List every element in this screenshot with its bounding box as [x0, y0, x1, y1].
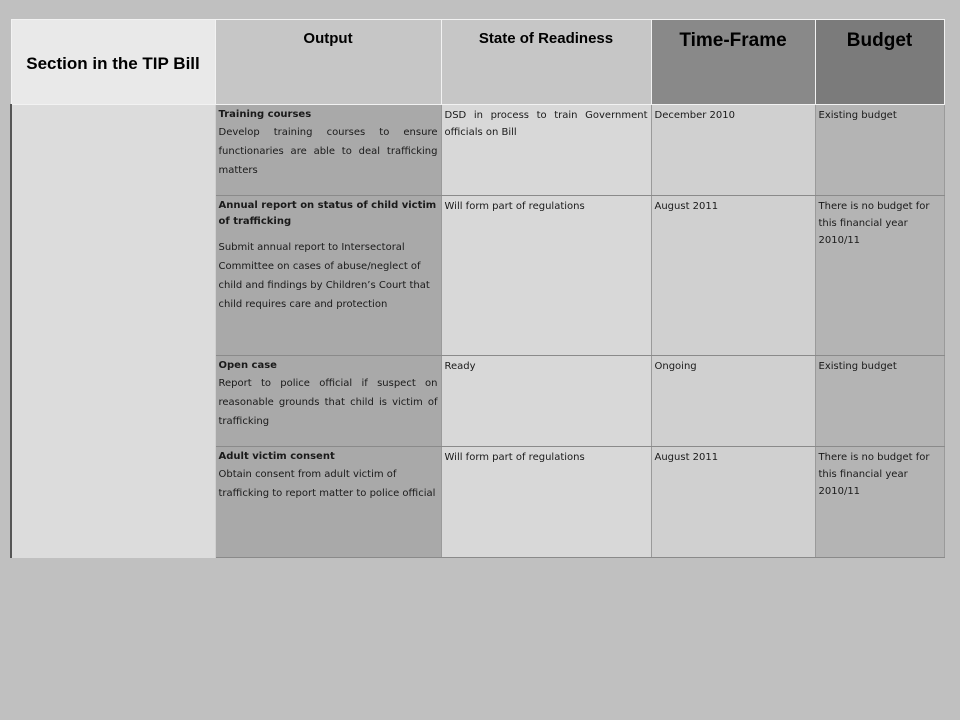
- readiness-cell: [441, 447, 651, 558]
- budget-text: There is no budget for this financial year 2010/11: [818, 201, 930, 246]
- readiness-text: Will form part of regulations: [444, 452, 585, 463]
- readiness-text: DSD in process to train Government officials on Bill: [444, 110, 648, 138]
- header-timeframe: [651, 20, 815, 105]
- timeframe-cell: [651, 105, 815, 196]
- timeframe-text: December 2010: [654, 110, 735, 121]
- readiness-cell: [441, 356, 651, 447]
- output-cell: [215, 356, 441, 447]
- output-description: Report to police official if suspect on reasonable grounds that child is victim of trafficking: [218, 378, 438, 427]
- header-timeframe-label: Time-Frame: [679, 30, 787, 51]
- header-section-label: Section in the TIP Bill: [26, 53, 200, 73]
- output-title: Open case: [218, 360, 277, 371]
- timeframe-cell: [651, 447, 815, 558]
- output-cell: [215, 105, 441, 196]
- header-output: [215, 20, 441, 105]
- output-description: Develop training courses to ensure functionaries are able to deal trafficking matters: [218, 127, 438, 176]
- timeframe-text: Ongoing: [654, 361, 697, 372]
- budget-cell: [815, 356, 944, 447]
- output-cell: [215, 447, 441, 558]
- budget-text: Existing budget: [818, 110, 897, 121]
- section-cell: [11, 105, 215, 558]
- readiness-cell: [441, 105, 651, 196]
- budget-text: There is no budget for this financial year 2010/11: [818, 452, 930, 497]
- table-header-row: [11, 20, 944, 105]
- budget-text: Existing budget: [818, 361, 897, 372]
- table-row: [11, 105, 944, 196]
- header-budget: [815, 20, 944, 105]
- output-description: Submit annual report to Intersectoral Committee on cases of abuse/neglect of child and findings by Children’s Court that child requires care and protection: [218, 242, 430, 310]
- tip-bill-table: [10, 19, 945, 558]
- readiness-text: Will form part of regulations: [444, 201, 585, 212]
- output-title: Adult victim consent: [218, 451, 335, 462]
- header-output-label: Output: [303, 30, 353, 47]
- budget-cell: [815, 105, 944, 196]
- timeframe-cell: [651, 196, 815, 356]
- output-title: Training courses: [218, 109, 312, 120]
- timeframe-cell: [651, 356, 815, 447]
- budget-cell: [815, 196, 944, 356]
- header-budget-label: Budget: [846, 30, 913, 51]
- readiness-text: Ready: [444, 361, 476, 372]
- output-title: Annual report on status of child victim of trafficking: [218, 200, 437, 227]
- timeframe-text: August 2011: [654, 201, 719, 212]
- header-readiness-label: State of Readiness: [478, 30, 614, 47]
- output-description: Obtain consent from adult victim of trafficking to report matter to police official: [218, 469, 436, 499]
- output-cell: [215, 196, 441, 356]
- header-section: [11, 20, 215, 105]
- budget-cell: [815, 447, 944, 558]
- readiness-cell: [441, 196, 651, 356]
- header-readiness: [441, 20, 651, 105]
- timeframe-text: August 2011: [654, 452, 719, 463]
